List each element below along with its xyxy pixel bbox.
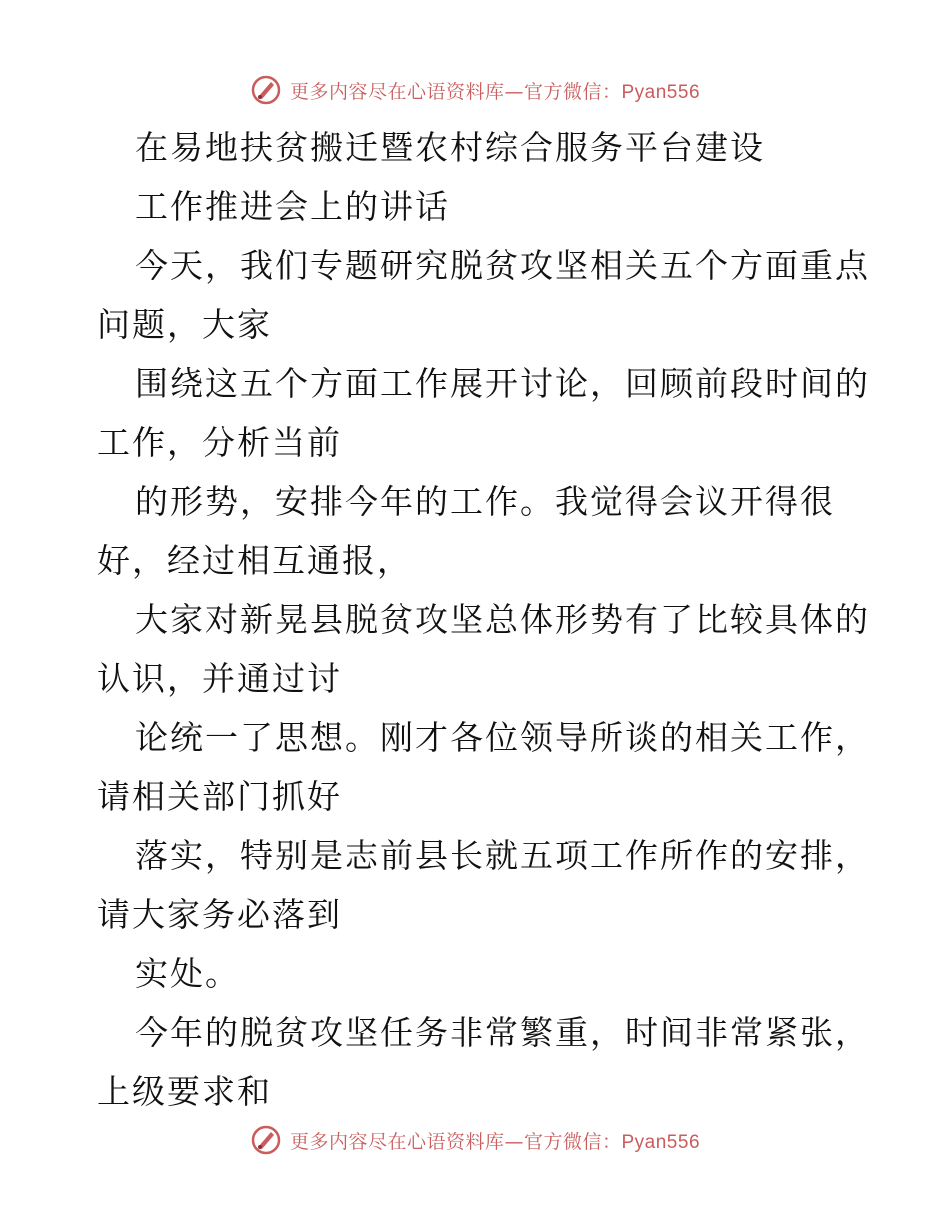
text-line: 的形势，安排今年的工作。我觉得会议开得很	[135, 482, 835, 521]
text-line: 今天，我们专题研究脱贫攻坚相关五个方面重点	[135, 246, 870, 285]
text-line: 工作，分析当前	[97, 423, 342, 462]
text-line: 认识，并通过讨	[97, 659, 342, 698]
watermark-text: 更多内容尽在心语资料库—官方微信：Pyan556	[289, 80, 701, 103]
text-line: 今年的脱贫攻坚任务非常繁重，时间非常紧张，	[135, 1013, 870, 1052]
document-body	[97, 118, 870, 1121]
text-line: 在易地扶贫搬迁暨农村综合服务平台建设	[135, 128, 765, 167]
text-line: 上级要求和	[97, 1072, 272, 1111]
text-line: 论统一了思想。刚才各位领导所谈的相关工作，	[135, 718, 870, 757]
text-line: 实处。	[135, 954, 240, 993]
text-line: 问题，大家	[97, 305, 272, 344]
text-line: 大家对新晃县脱贫攻坚总体形势有了比较具体的	[135, 600, 870, 639]
text-line: 落实，特别是志前县长就五项工作所作的安排，	[135, 836, 870, 875]
brand-logo-icon	[250, 1124, 282, 1156]
text-line: 工作推进会上的讲话	[135, 187, 450, 226]
text-line: 好，经过相互通报，	[97, 541, 412, 580]
footer-watermark	[0, 1120, 950, 1160]
brand-logo-icon	[250, 74, 282, 106]
text-line: 请相关部门抓好	[97, 777, 342, 816]
text-line: 围绕这五个方面工作展开讨论，回顾前段时间的	[135, 364, 870, 403]
header-watermark	[0, 70, 950, 110]
text-line: 请大家务必落到	[97, 895, 342, 934]
watermark-text: 更多内容尽在心语资料库—官方微信：Pyan556	[289, 1130, 701, 1153]
